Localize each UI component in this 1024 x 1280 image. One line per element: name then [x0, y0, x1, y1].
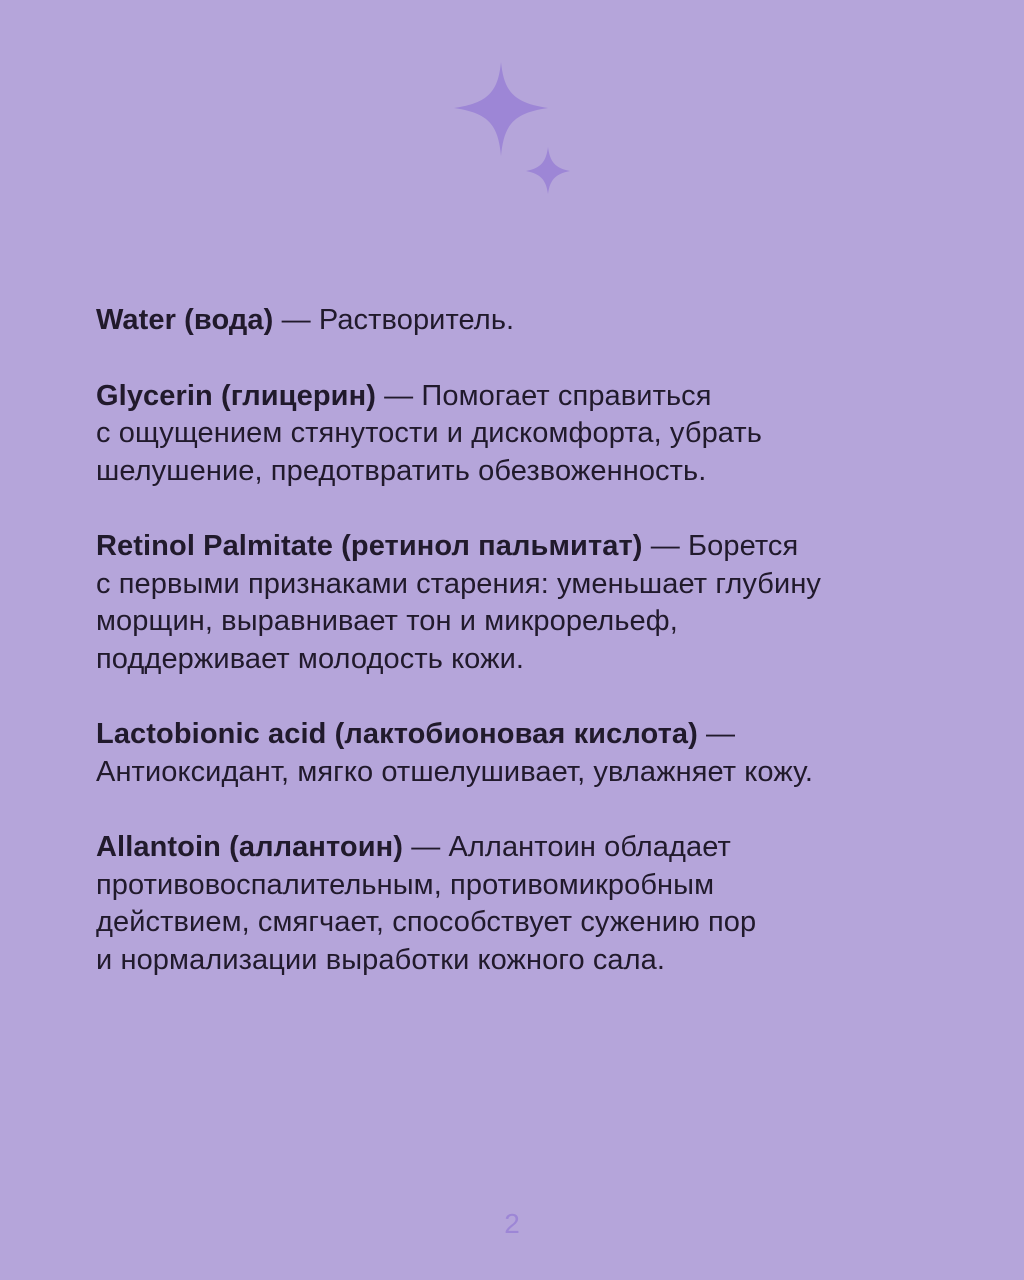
ingredient-description-line: действием, смягчает, способствует сужению пор: [96, 906, 757, 938]
ingredient-term: Glycerin (глицерин): [96, 379, 376, 412]
dash-separator: —: [650, 530, 680, 562]
ingredient-description-line: противовоспалительным, противомикробным: [96, 868, 715, 901]
ingredient-entry-allantoin: [96, 829, 956, 979]
ingredient-term: Water (вода): [96, 304, 274, 336]
ingredient-description: Борется: [687, 530, 799, 562]
dash-separator: —: [706, 718, 736, 750]
ingredient-entry-glycerin: [96, 378, 956, 491]
ingredient-term: Lactobionic acid (лактобионовая кислота): [96, 718, 698, 750]
ingredient-description: Помогает справиться: [421, 379, 712, 412]
ingredient-description: Растворитель.: [318, 304, 515, 336]
ingredient-description-line: и нормализации выработки кожного сала.: [96, 943, 666, 976]
ingredient-line: [96, 829, 956, 867]
ingredients-list: [96, 302, 956, 1017]
ingredient-description-line: шелушение, предотвратить обезвоженность.: [96, 454, 707, 487]
sparkles-icon: [448, 58, 578, 198]
ingredient-description-line: Антиоксидант, мягко отшелушивает, увлажняет кожу.: [96, 755, 813, 788]
dash-separator: —: [411, 831, 441, 863]
ingredient-entry-water: [96, 302, 956, 340]
ingredient-line: [96, 378, 956, 416]
ingredient-term: Allantoin (аллантоин): [96, 831, 404, 863]
ingredient-term: Retinol Palmitate (ретинол пальмитат): [96, 530, 643, 562]
ingredient-description: Аллантоин обладает: [448, 831, 731, 863]
ingredient-description-line: с ощущением стянутости и дискомфорта, убрать: [96, 417, 762, 449]
ingredient-line: [96, 716, 956, 754]
ingredient-description-line: поддерживает молодость кожи.: [96, 642, 525, 675]
dash-separator: —: [384, 379, 414, 412]
ingredient-entry-lactobionic-acid: [96, 716, 956, 791]
ingredient-description-line: морщин, выравнивает тон и микрорельеф,: [96, 605, 678, 637]
ingredient-line: [96, 302, 956, 340]
dash-separator: —: [281, 304, 311, 336]
ingredient-entry-retinol-palmitate: [96, 528, 956, 678]
ingredient-description-line: с первыми признаками старения: уменьшает глубину: [96, 567, 822, 600]
page-number: 2: [504, 1208, 520, 1239]
ingredient-line: [96, 528, 956, 566]
